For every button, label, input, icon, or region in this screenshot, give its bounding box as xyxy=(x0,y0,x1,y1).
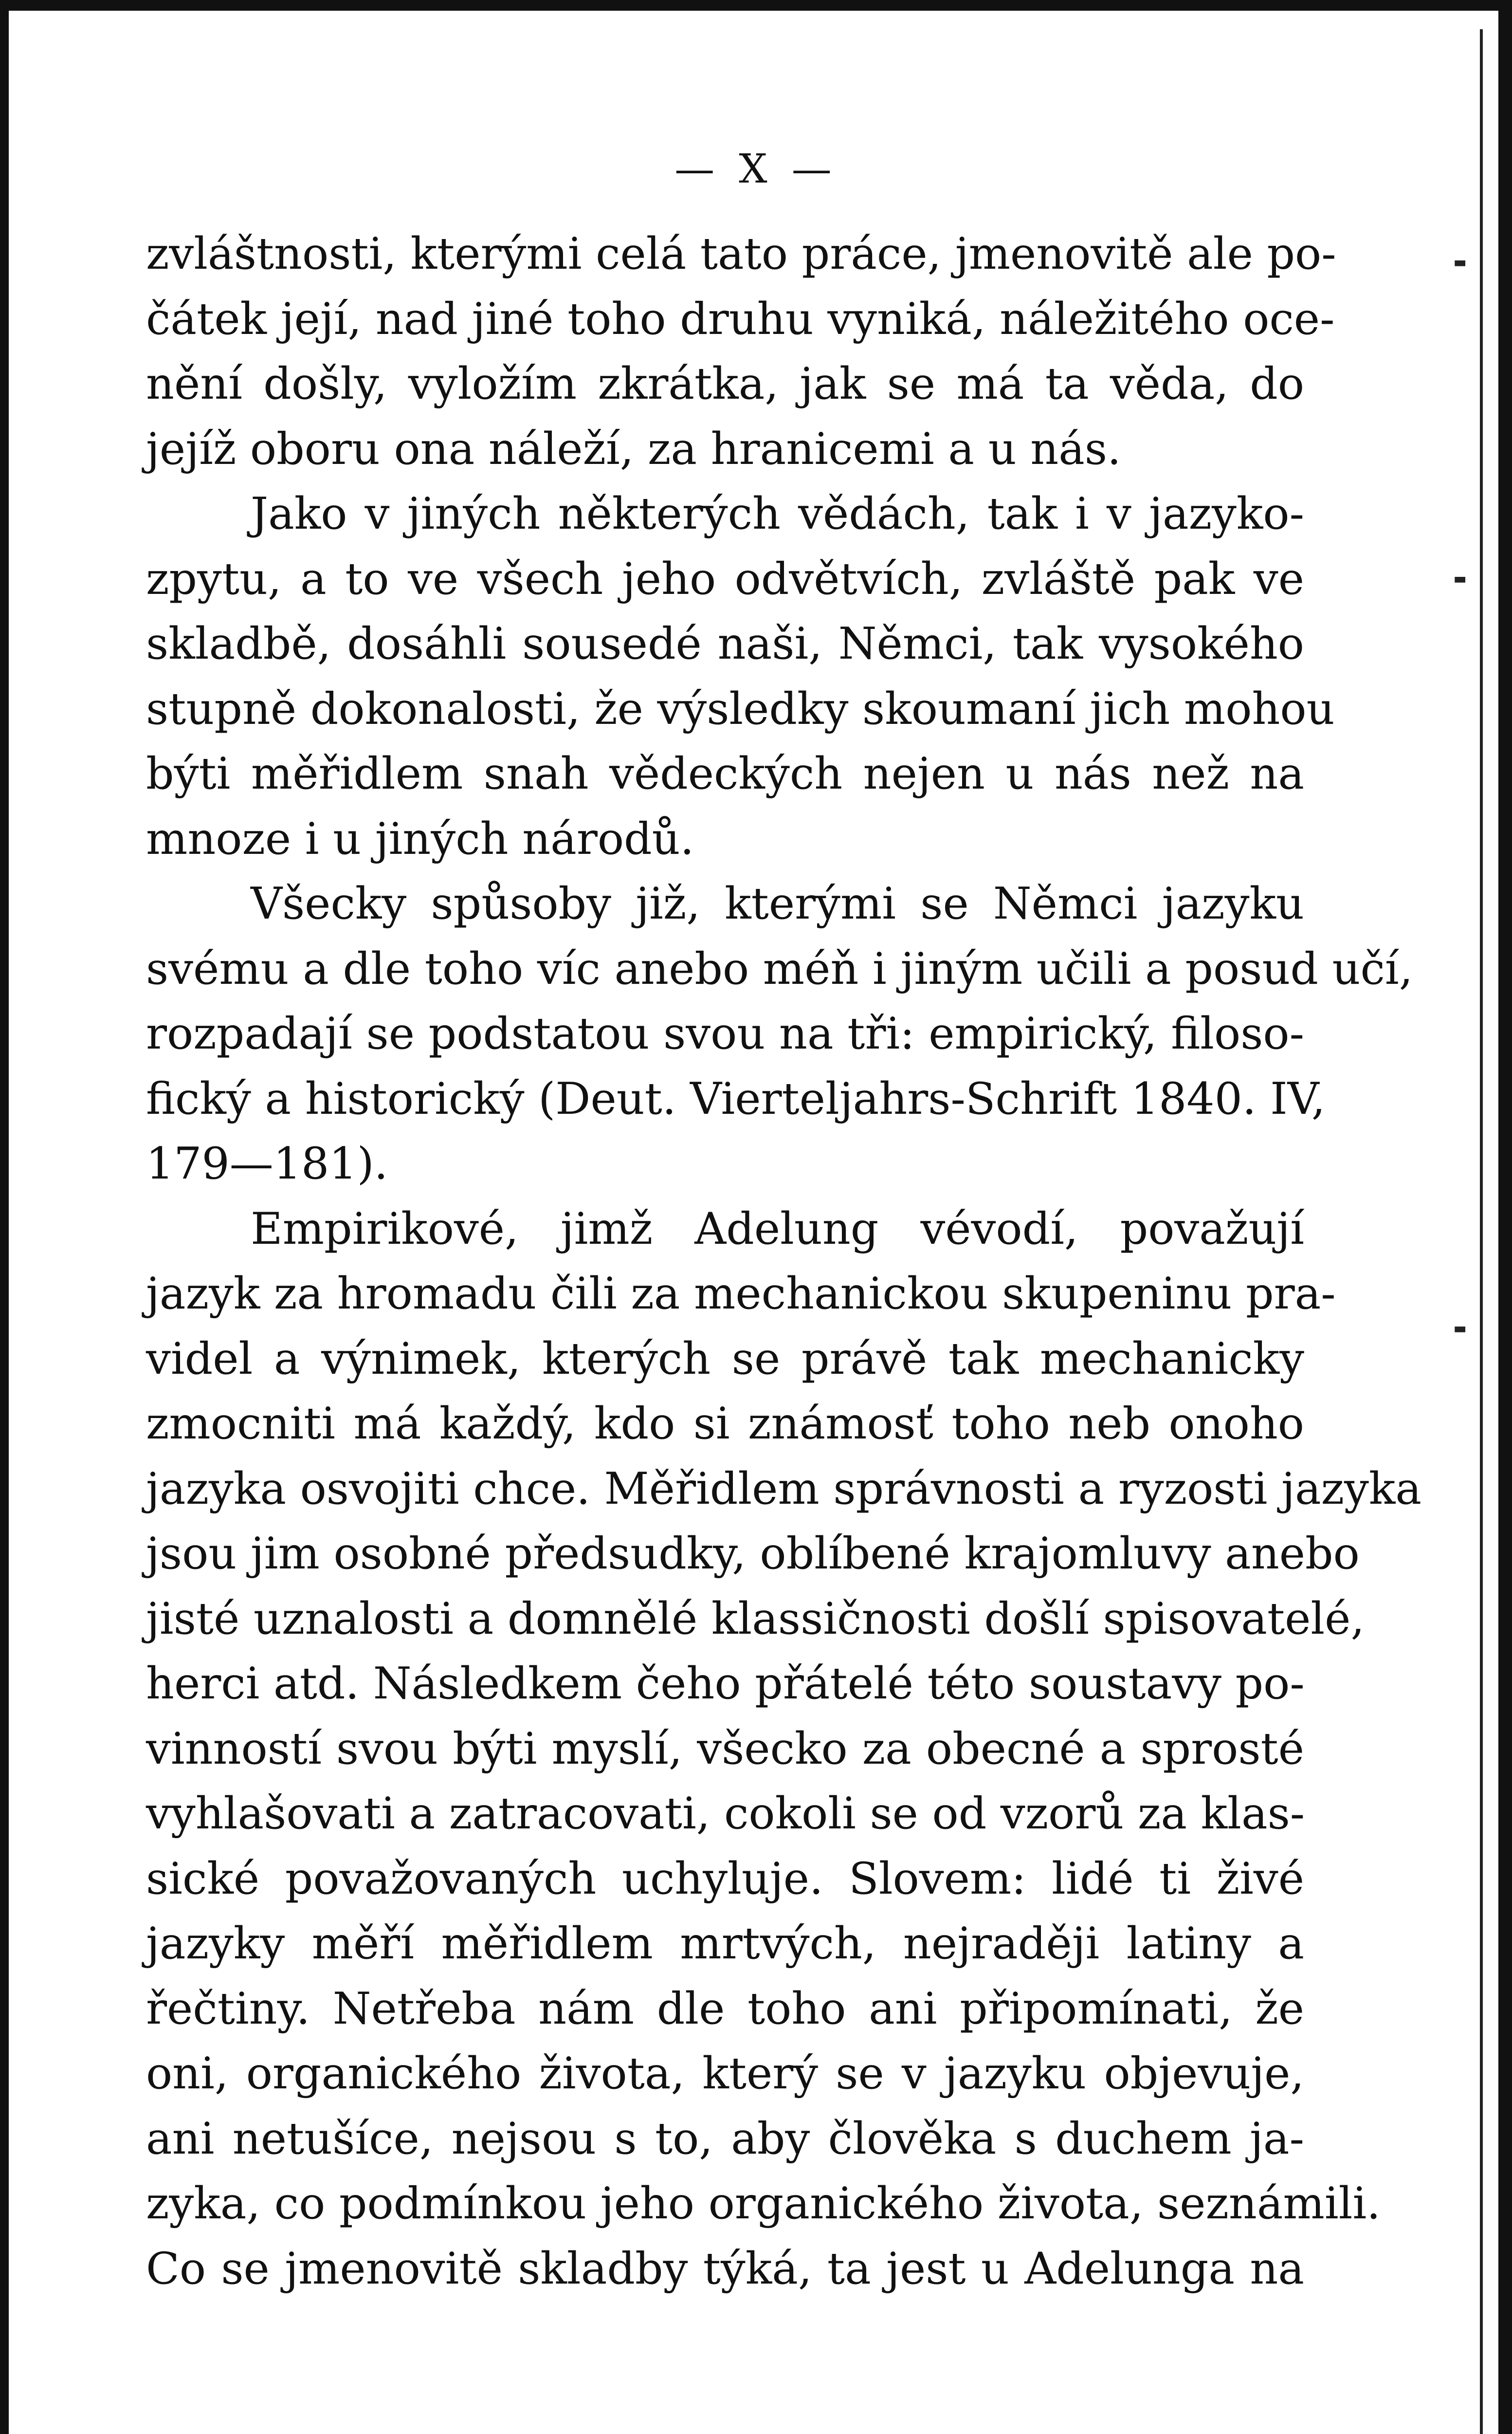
text-line: ani netušíce, nejsou s to, aby člověka s duchem ja- xyxy=(146,2113,1304,2164)
page-edge-shadow xyxy=(1480,29,1483,2434)
text-line: Empirikové, jimž Adelung vévodí, považují xyxy=(251,1203,1304,1254)
text-line: 179—181). xyxy=(146,1138,388,1189)
text-line: oni, organického života, který se v jazyku objevuje, xyxy=(146,2048,1304,2099)
text-line: Co se jmenovitě skladby týká, ta jest u Adelunga na xyxy=(146,2243,1304,2294)
text-line: Všecky spůsoby již, kterými se Němci jazyku xyxy=(251,878,1304,929)
text-line: sické považovaných uchyluje. Slovem: lidé ti živé xyxy=(146,1853,1304,1904)
text-line: jazyky měří měřidlem mrtvých, nejraději latiny a xyxy=(146,1918,1304,1969)
text-line: fický a historický (Deut. Vierteljahrs-Schrift 1840. IV, xyxy=(146,1073,1326,1125)
text-line: Jako v jiných některých vědách, tak i v jazyko- xyxy=(251,488,1304,539)
text-line: zyka, co podmínkou jeho organického života, seznámili. xyxy=(146,2178,1381,2229)
text-line: jazyk za hromadu čili za mechanickou skupeninu pra- xyxy=(146,1268,1336,1319)
text-line: jazyka osvojiti chce. Měřidlem správnosti a ryzosti jazyka xyxy=(146,1463,1422,1514)
margin-tick-mark: ╸ xyxy=(1455,560,1476,600)
text-line: jisté uznalosti a domnělé klassičnosti došlí spisovatelé, xyxy=(146,1593,1365,1644)
text-line: vyhlašovati a zatracovati, cokoli se od vzorů za klas- xyxy=(146,1788,1305,1839)
text-line: vinností svou býti myslí, všecko za obecné a sprosté xyxy=(146,1723,1304,1774)
text-line: jejíž oboru ona náleží, za hranicemi a u nás. xyxy=(146,423,1121,475)
text-line: zmocniti má každý, kdo si známosť toho neb onoho xyxy=(146,1398,1304,1449)
text-line: skladbě, dosáhli sousedé naši, Němci, tak vysokého xyxy=(146,618,1304,669)
text-line: svému a dle toho víc anebo méň i jiným učili a posud učí, xyxy=(146,943,1413,995)
text-line: řečtiny. Netřeba nám dle toho ani připomínati, že xyxy=(146,1983,1304,2034)
text-line: býti měřidlem snah vědeckých nejen u nás než na xyxy=(146,748,1304,799)
text-line: čátek její, nad jiné toho druhu vyniká, náležitého oce- xyxy=(146,293,1335,345)
margin-tick-mark: ╸ xyxy=(1455,1309,1476,1349)
body-text xyxy=(146,221,1422,2301)
text-line: nění došly, vyložím zkrátka, jak se má ta věda, do xyxy=(146,358,1304,409)
page-number: — X — xyxy=(674,146,838,192)
text-line: videl a výnimek, kterých se právě tak mechanicky xyxy=(146,1333,1304,1384)
text-line: mnoze i u jiných národů. xyxy=(146,813,694,865)
text-line: zpytu, a to ve všech jeho odvětvích, zvláště pak ve xyxy=(146,553,1304,605)
text-line: jsou jim osobné předsudky, oblíbené krajomluvy anebo xyxy=(146,1528,1360,1579)
text-line: rozpadají se podstatou svou na tři: empirický, filoso- xyxy=(146,1008,1304,1059)
text-line: herci atd. Následkem čeho přátelé této soustavy po- xyxy=(146,1658,1305,1709)
text-line: stupně dokonalosti, že výsledky skoumaní jich mohou xyxy=(146,683,1335,735)
margin-tick-mark: ╸ xyxy=(1455,243,1476,283)
text-line: zvláštnosti, kterými celá tato práce, jmenovitě ale po- xyxy=(146,228,1336,279)
